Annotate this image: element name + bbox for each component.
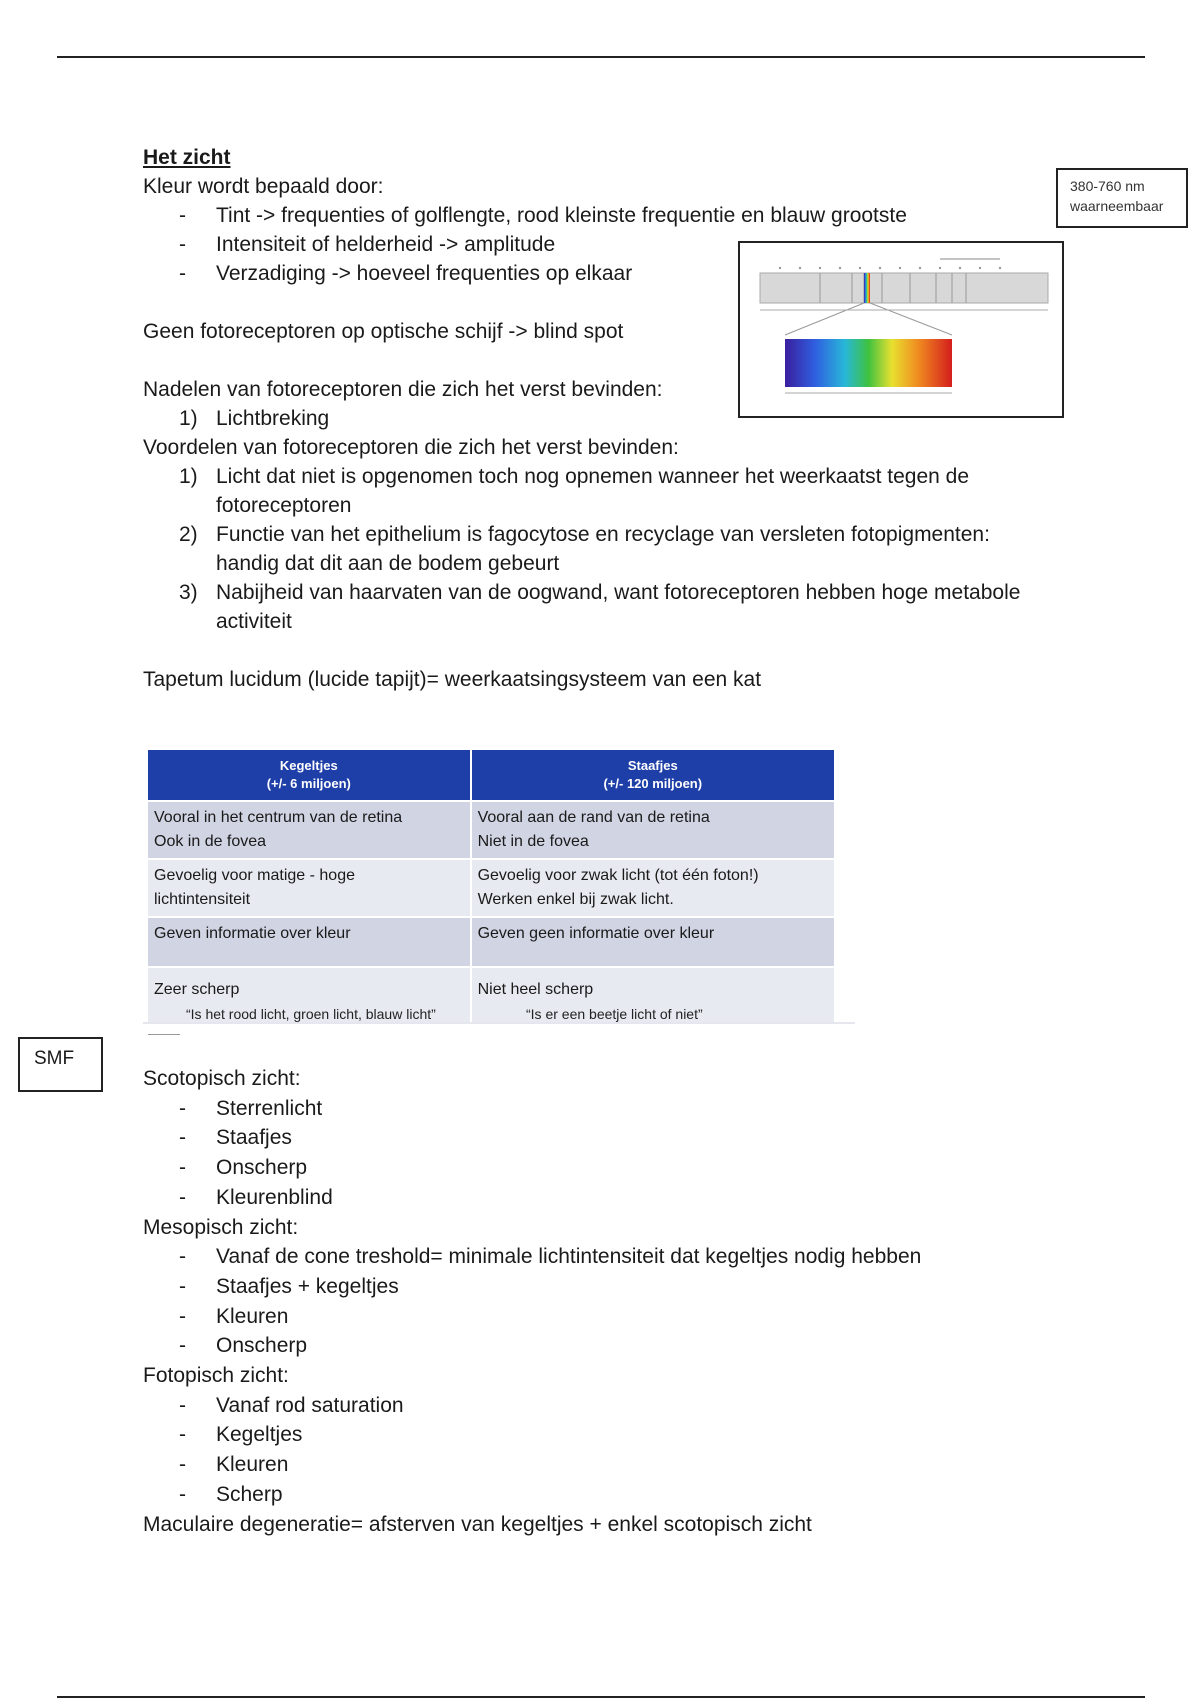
list-item: - Sterrenlicht — [179, 1096, 323, 1120]
list-item: 1) Lichtbreking — [179, 407, 330, 430]
fotopisch-list — [143, 1391, 1043, 1510]
header-kegeltjes: Kegeltjes (+/- 6 miljoen) — [148, 750, 471, 801]
list-item: - Kegeltjes — [179, 1423, 303, 1447]
voordelen-intro: Voordelen van fotoreceptoren die zich het verst bevinden: — [143, 436, 679, 459]
maculaire-text: Maculaire degeneratie= afsterven van kegeltjes + enkel scotopisch zicht — [143, 1512, 812, 1536]
list-item: - Kleuren — [179, 1304, 289, 1328]
smf-note: SMF — [18, 1037, 103, 1092]
divider — [148, 1034, 180, 1035]
tapetum-text: Tapetum lucidum (lucide tapijt)= weerkaatsingsysteem van een kat — [143, 668, 762, 691]
intro-text: Kleur wordt bepaald door: — [143, 175, 384, 198]
nadelen-intro: Nadelen van fotoreceptoren die zich het verst bevinden: — [143, 378, 663, 401]
list-item: - Intensiteit of helderheid -> amplitude — [179, 233, 556, 256]
caption-staafjes: “Is er een beetje licht of niet” — [526, 1006, 703, 1022]
range-note — [1056, 168, 1188, 228]
header-rule — [57, 56, 1145, 58]
scotopisch-label: Scotopisch zicht: — [143, 1067, 301, 1090]
spectrum-image — [740, 243, 1062, 416]
list-item: - Vanaf rod saturation — [179, 1393, 404, 1417]
list-item: - Tint -> frequenties of golflengte, rood kleinste frequentie en blauw grootste — [179, 204, 907, 227]
list-item: - Verzadiging -> hoeveel frequenties op elkaar — [179, 262, 633, 285]
list-item: - Scherp — [179, 1482, 283, 1506]
voordelen-list — [143, 462, 1043, 636]
list-item: 3) Nabijheid van haarvaten van de oogwand, want fotoreceptoren hebben hoge metabole activiteit — [179, 581, 1021, 633]
footer-rule — [57, 1696, 1145, 1698]
blind-spot-text: Geen fotoreceptoren op optische schijf -> blind spot — [143, 320, 624, 343]
list-item: 2) Functie van het epithelium is fagocytose en recyclage van versleten fotopigmenten: handig dat dit aan de bodem gebeurt — [179, 523, 990, 575]
list-item: - Onscherp — [179, 1334, 308, 1358]
list-item: - Kleurenblind — [179, 1185, 333, 1209]
list-item: - Onscherp — [179, 1156, 308, 1180]
table-base — [143, 1022, 855, 1024]
table-row: Vooral in het centrum van de retina Ook in de fovea Vooral aan de rand van de retina Niet in de fovea — [148, 801, 835, 859]
mesopisch-label: Mesopisch zicht: — [143, 1215, 299, 1239]
caption-kegeltjes: “Is het rood licht, groen licht, blauw licht” — [186, 1006, 436, 1022]
table-row: Geven informatie over kleur Geven geen informatie over kleur — [148, 917, 835, 967]
table-row: Zeer scherp Niet heel scherp — [148, 967, 835, 1024]
range-note-line2: waarneembaar — [1070, 198, 1164, 214]
mesopisch-list — [143, 1242, 1043, 1361]
range-note-line1: 380-760 nm — [1070, 178, 1145, 194]
list-item: - Kleuren — [179, 1453, 289, 1477]
list-item: - Vanaf de cone treshold= minimale lichtintensiteit dat kegeltjes nodig hebben — [179, 1245, 922, 1269]
table-row: Gevoelig voor matige - hoge lichtintensiteit Gevoelig voor zwak licht (tot één foton!) Werken enkel bij zwak licht. — [148, 859, 835, 917]
list-item: - Staafjes — [179, 1126, 292, 1150]
fotopisch-label: Fotopisch zicht: — [143, 1364, 289, 1388]
list-item: 1) Licht dat niet is opgenomen toch nog opnemen wanneer het weerkaatst tegen de fotoreceptoren — [179, 465, 970, 517]
list-item: - Staafjes + kegeltjes — [179, 1274, 399, 1298]
receptor-table — [148, 750, 836, 1024]
scotopisch-list — [143, 1094, 1043, 1213]
spectrum-figure — [738, 241, 1064, 418]
page-title: Het zicht — [143, 146, 231, 169]
header-staafjes: Staafjes (+/- 120 miljoen) — [471, 750, 835, 801]
zicht-types — [143, 1064, 1043, 1539]
